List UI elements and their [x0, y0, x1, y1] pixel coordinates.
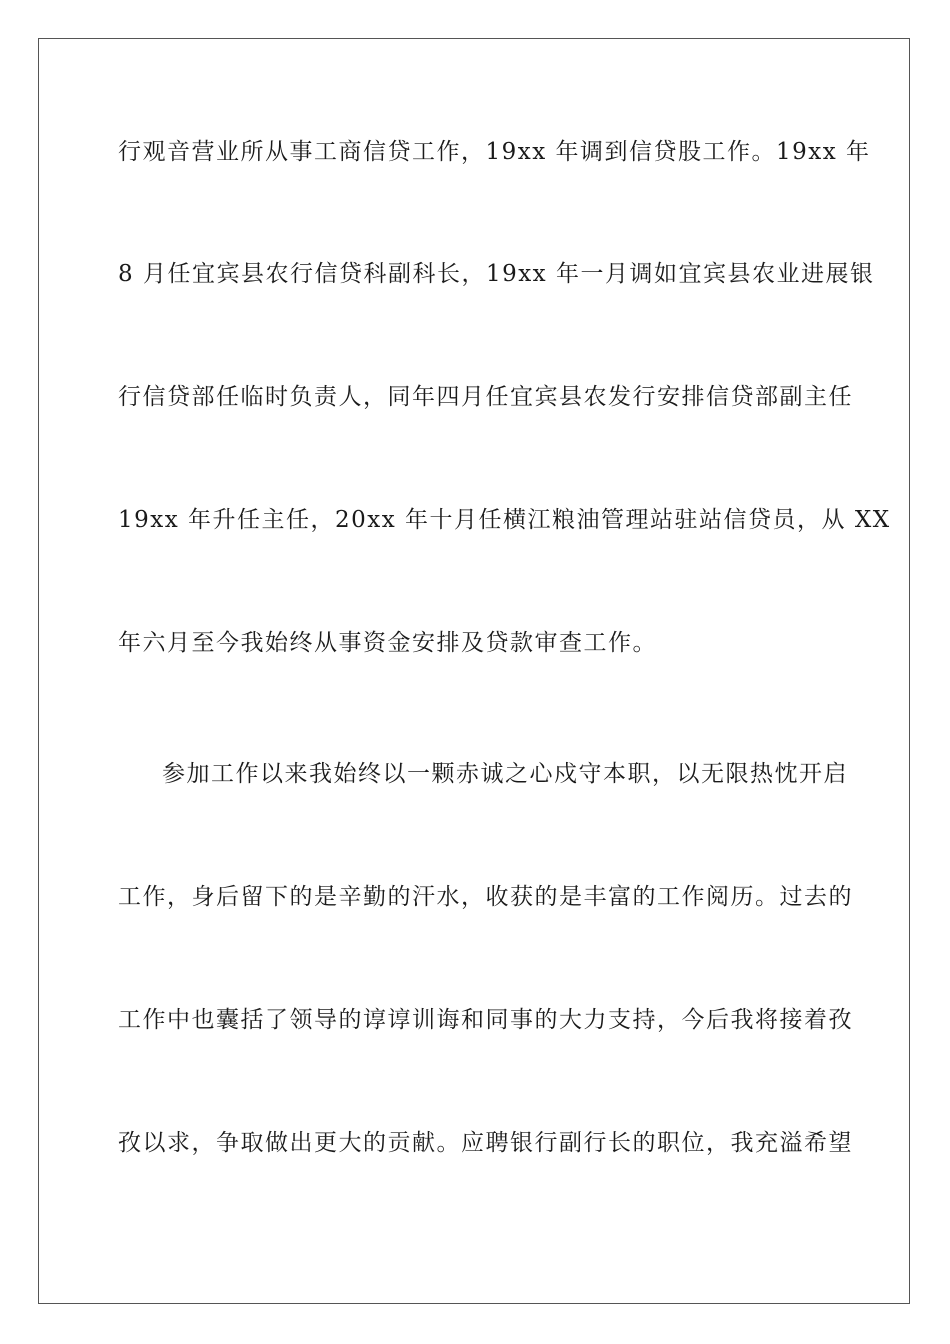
text-line-9: 孜以求，争取做出更大的贡献。应聘银行副行长的职位，我充溢希望 — [118, 1130, 853, 1156]
paragraph-2-first-line: 参加工作以来我始终以一颗赤诚之心戍守本职，以无限热忱开启 — [162, 761, 848, 787]
text-line-1: 行观音营业所从事工商信贷工作，19xx 年调到信贷股工作。19xx 年 — [118, 139, 871, 165]
page-border — [38, 38, 910, 1304]
text-line-2: 8 月任宜宾县农行信贷科副科长，19xx 年一月调如宜宾县农业进展银 — [118, 261, 875, 287]
text-line-8: 工作中也囊括了领导的谆谆训诲和同事的大力支持，今后我将接着孜 — [118, 1007, 853, 1033]
text-line-4: 19xx 年升任主任，20xx 年十月任横江粮油管理站驻站信贷员，从 XX — [118, 507, 891, 533]
text-line-3: 行信贷部任临时负责人，同年四月任宜宾县农发行安排信贷部副主任 — [118, 384, 853, 410]
text-line-7: 工作，身后留下的是辛勤的汗水，收获的是丰富的工作阅历。过去的 — [118, 884, 853, 910]
text-line-5: 年六月至今我始终从事资金安排及贷款审查工作。 — [118, 630, 657, 656]
